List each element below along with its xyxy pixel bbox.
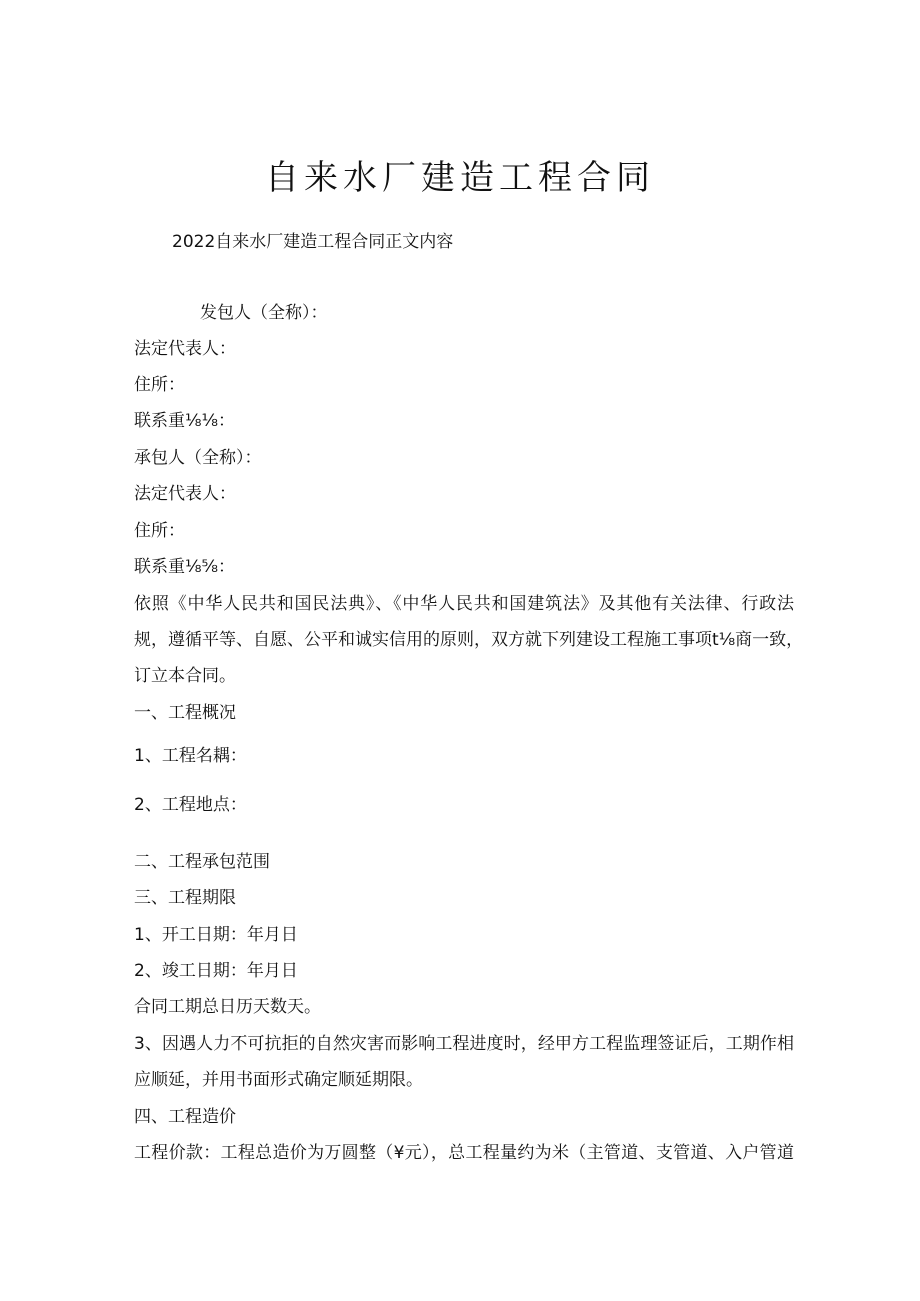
party-b-representative: 法定代表人：	[134, 484, 236, 504]
preamble-line-1: 依照《中华人民共和国民法典》、《中华人民共和国建筑法》及其他有关法律、行政法	[134, 594, 794, 614]
party-a-address: 住所：	[134, 375, 185, 395]
item-contract-price: 工程价款：工程总造价为万圆整（¥元），总工程量约为米（主管道、支管道、入户管道	[134, 1143, 794, 1163]
section-2-heading: 二、工程承包范围	[134, 852, 270, 872]
item-total-duration: 合同工期总日历天数天。	[134, 997, 321, 1017]
item-completion-date: 2、竣工日期：年月日	[134, 961, 298, 981]
preamble-line-2: 规，遵循平等、自愿、公平和诚实信用的原则，双方就下列建设工程施工事项t⅛商一致，	[134, 630, 804, 650]
party-b-address: 住所：	[134, 521, 185, 541]
party-a-representative: 法定代表人：	[134, 339, 236, 359]
party-a-label: 发包人（全称）：	[200, 303, 328, 323]
party-a-phone: 联系重⅛⅛：	[134, 411, 235, 431]
section-3-heading: 三、工程期限	[134, 888, 236, 908]
document-title: 自来水厂建造工程合同	[265, 158, 655, 198]
section-4-heading: 四、工程造价	[134, 1107, 236, 1127]
item-force-majeure-line-1: 3、因遇人力不可抗拒的自然灾害而影响工程进度时，经甲方工程监理签证后，工期作相	[134, 1034, 794, 1054]
item-project-location: 2、工程地点：	[134, 795, 247, 815]
item-force-majeure-line-2: 应顺延，并用书面形式确定顺延期限。	[134, 1070, 423, 1090]
preamble-line-3: 订立本合同。	[134, 666, 236, 686]
section-1-heading: 一、工程概况	[134, 703, 236, 723]
party-b-label: 承包人（全称）：	[134, 448, 262, 468]
party-b-phone: 联系重⅛⅝：	[134, 557, 235, 577]
item-start-date: 1、开工日期：年月日	[134, 925, 298, 945]
document-subtitle: 2022自来水厂建造工程合同正文内容	[172, 232, 454, 252]
item-project-name: 1、工程名耦：	[134, 746, 247, 766]
